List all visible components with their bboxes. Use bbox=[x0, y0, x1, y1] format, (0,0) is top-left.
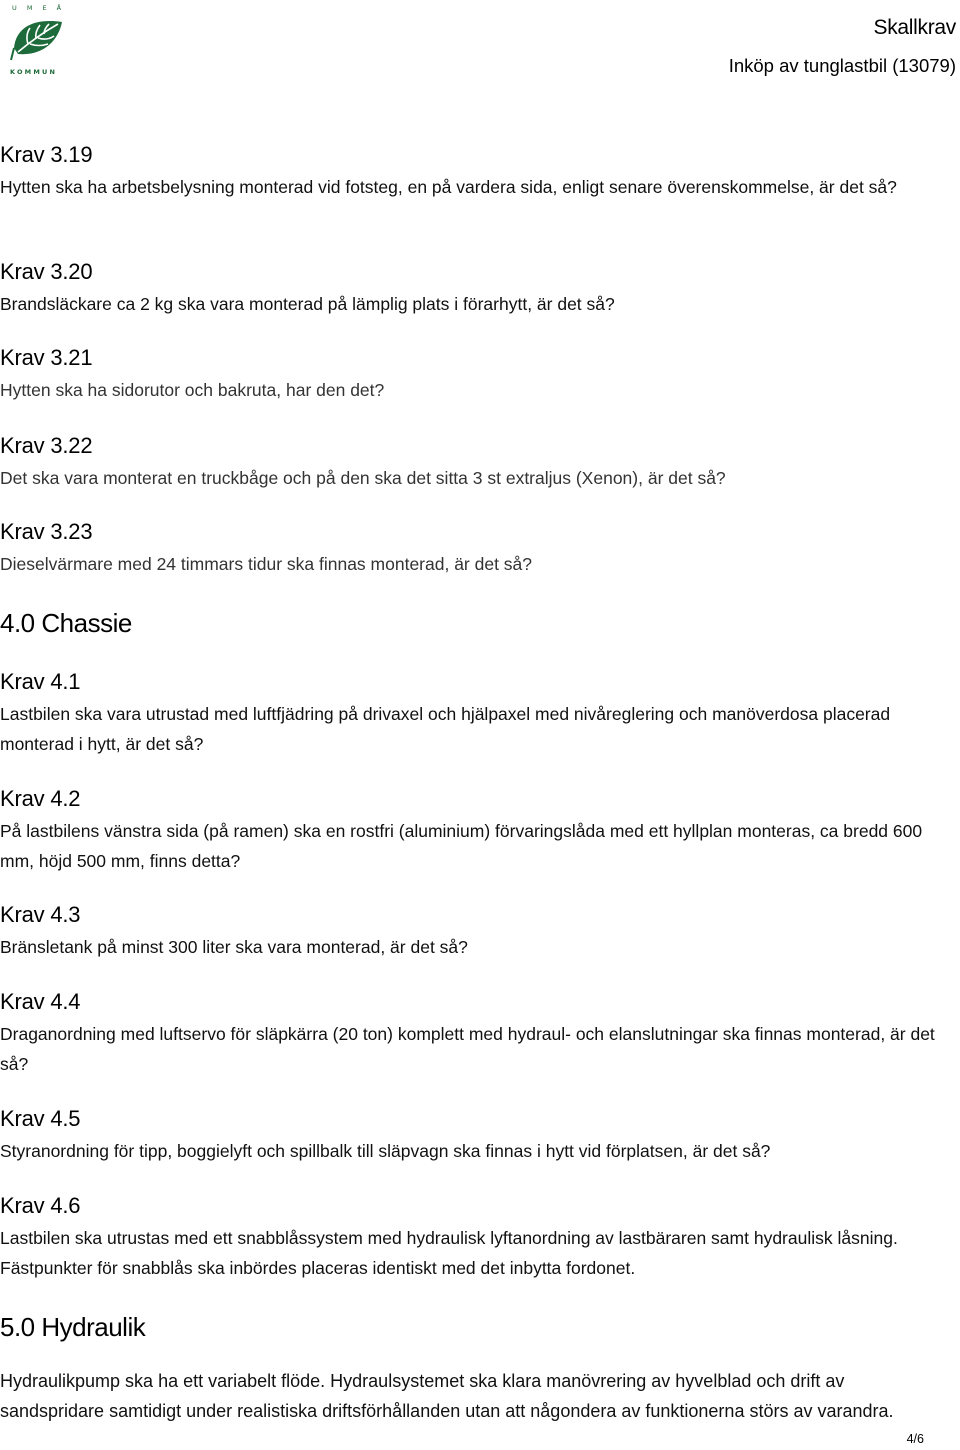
requirement-text: Hytten ska ha sidorutor och bakruta, har den det? bbox=[0, 380, 385, 400]
requirement-text: Lastbilen ska vara utrustad med luftfjädring på drivaxel och hjälpaxel med nivåreglering och manöverdosa placerad monterad i hytt, är det så? bbox=[0, 704, 891, 754]
section-heading-hydraulik: 5.0 Hydraulik bbox=[0, 1312, 146, 1342]
requirement-text: Styranordning för tipp, boggielyft och spillbalk till släpvagn ska finnas i hytt vid förplatsen, är det så? bbox=[0, 1141, 771, 1161]
requirement-heading: Krav 4.2 bbox=[0, 786, 81, 811]
requirement-heading: Krav 4.3 bbox=[0, 902, 81, 927]
requirement-text: Bränsletank på minst 300 liter ska vara monterad, är det så? bbox=[0, 937, 468, 957]
requirement-block bbox=[0, 786, 958, 876]
requirement-text: Brandsläckare ca 2 kg ska vara monterad på lämplig plats i förarhytt, är det så? bbox=[0, 294, 615, 314]
requirement-block bbox=[0, 1193, 958, 1283]
leaf-logo-icon bbox=[8, 2, 68, 76]
requirement-heading: Krav 3.19 bbox=[0, 142, 93, 167]
requirement-heading: Krav 3.22 bbox=[0, 433, 93, 458]
requirement-block bbox=[0, 989, 958, 1079]
requirement-text: Dieselvärmare med 24 timmars tidur ska finnas monterad, är det så? bbox=[0, 554, 533, 574]
requirement-heading: Krav 4.1 bbox=[0, 669, 81, 694]
requirement-heading: Krav 3.21 bbox=[0, 345, 93, 370]
svg-text:KOMMUN: KOMMUN bbox=[10, 68, 58, 76]
requirement-heading: Krav 3.23 bbox=[0, 519, 93, 544]
document-subtitle: Inköp av tunglastbil (13079) bbox=[728, 55, 956, 76]
page-number: 4/6 bbox=[906, 1432, 924, 1446]
requirement-heading: Krav 3.20 bbox=[0, 259, 93, 284]
requirement-block bbox=[0, 902, 958, 962]
umea-kommun-logo bbox=[8, 2, 68, 76]
requirement-text: Det ska vara monterat en truckbåge och på den ska det sitta 3 st extraljus (Xenon), är det så? bbox=[0, 468, 726, 488]
requirement-block bbox=[0, 259, 958, 319]
requirement-heading: Krav 4.4 bbox=[0, 989, 81, 1014]
document-title: Skallkrav bbox=[873, 16, 956, 39]
requirement-block bbox=[0, 669, 958, 759]
requirement-heading: Krav 4.6 bbox=[0, 1193, 81, 1218]
requirement-block bbox=[0, 142, 958, 202]
requirement-block bbox=[0, 519, 958, 579]
section-heading-chassie: 4.0 Chassie bbox=[0, 608, 132, 638]
hydraulik-paragraph: Hydraulikpump ska ha ett variabelt flöde. Hydraulsystemet ska klara manövrering av hyvelblad och drift av sandspridare samtidigt under realistiska driftsförhållanden utan att någondera av funktionerna störs av varandra. bbox=[0, 1371, 894, 1421]
requirement-text: Hytten ska ha arbetsbelysning monterad vid fotsteg, en på vardera sida, enligt senare överenskommelse, är det så? bbox=[0, 177, 897, 197]
requirement-block bbox=[0, 433, 958, 493]
requirement-heading: Krav 4.5 bbox=[0, 1106, 81, 1131]
requirement-text: Lastbilen ska utrustas med ett snabblåssystem med hydraulisk lyftanordning av lastbäraren samt hydraulisk låsning. Fästpunkter för snabblås ska inbördes placeras identiskt med det inbytta fordonet. bbox=[0, 1228, 898, 1278]
requirement-text: På lastbilens vänstra sida (på ramen) ska en rostfri (aluminium) förvaringslåda med ett hyllplan monteras, ca bredd 600 mm, höjd 500 mm, finns detta? bbox=[0, 821, 923, 871]
requirement-block bbox=[0, 1106, 958, 1166]
requirement-block bbox=[0, 345, 958, 405]
svg-text:U M E Å: U M E Å bbox=[12, 4, 66, 12]
requirement-text: Draganordning med luftservo för släpkärra (20 ton) komplett med hydraul- och elanslutningar ska finnas monterad, är det så? bbox=[0, 1024, 935, 1074]
